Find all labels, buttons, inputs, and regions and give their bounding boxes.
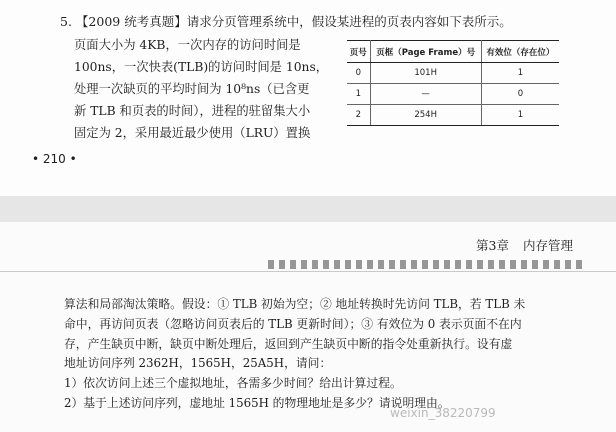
table-row [347, 84, 559, 105]
continuation-line: 命中，再访问页表（忽略访问页表后的 TLB 更新时间）；③ 有效位为 0 表示页面不在内 [64, 316, 522, 331]
question-body [74, 34, 336, 144]
table-cell: 254H [370, 105, 481, 126]
column-header-valid-bit: 有效位（存在位） [481, 41, 559, 63]
chapter-title: 内存管理 [522, 238, 573, 253]
question-line: 页面大小为 4KB，一次内存的访问时间是 [74, 38, 301, 52]
question-line: 处理一次缺页的平均时间为 10⁸ns（已含更 [74, 82, 310, 96]
table-cell: 0 [347, 63, 370, 84]
table-cell: — [370, 84, 481, 105]
table-cell: 101H [370, 63, 481, 84]
decorative-header-bar [268, 260, 584, 269]
header-divider [0, 271, 616, 272]
continuation-line: 地址访问序列 2362H，1565H，25A5H，请问： [64, 356, 332, 371]
column-header-page-frame: 页框（Page Frame）号 [370, 41, 481, 63]
column-header-page-number: 页号 [347, 41, 370, 63]
chapter-number: 第3章 [476, 238, 509, 253]
question-number: 5. [60, 14, 72, 29]
table-header-row [347, 41, 559, 63]
sub-question-1: 1）依次访问上述三个虚拟地址，各需多少时间？给出计算过程。 [64, 376, 402, 391]
continuation-line: 存，产生缺页中断，缺页中断处理后，返回到产生缺页中断的指令处重新执行。设有虚 [64, 336, 513, 351]
table-row [347, 105, 559, 126]
page-table [347, 40, 559, 126]
table-cell: 1 [347, 84, 370, 105]
page-number: • 210 • [32, 152, 77, 166]
watermark: weixin_38220799 [390, 406, 496, 420]
sub-question-2: 2）基于上述访问序列，虚地址 1565H 的物理地址是多少？请说明理由。 [64, 395, 450, 410]
question-line: 100ns，一次快表(TLB)的访问时间是 10ns， [74, 60, 329, 74]
chapter-header [476, 236, 573, 254]
table-row [347, 63, 559, 84]
table-cell: 1 [481, 105, 559, 126]
upper-book-page [0, 0, 616, 196]
question-title: 【2009 统考真题】请求分页管理系统中，假设某进程的页表内容如下表所示。 [75, 14, 512, 29]
question-heading [60, 12, 512, 30]
page-gap [0, 196, 616, 222]
table-cell: 2 [347, 105, 370, 126]
continuation-line: 算法和局部淘汰策略。假设：① TLB 初始为空；② 地址转换时先访问 TLB，若 TLB 未 [64, 297, 526, 311]
question-line: 固定为 2，采用最近最少使用（LRU）置换 [74, 126, 311, 140]
question-line: 新 TLB 和页表的时间），进程的驻留集大小 [74, 104, 311, 118]
table-cell: 1 [481, 63, 559, 84]
table-cell: 0 [481, 84, 559, 105]
question-continuation [64, 295, 594, 414]
